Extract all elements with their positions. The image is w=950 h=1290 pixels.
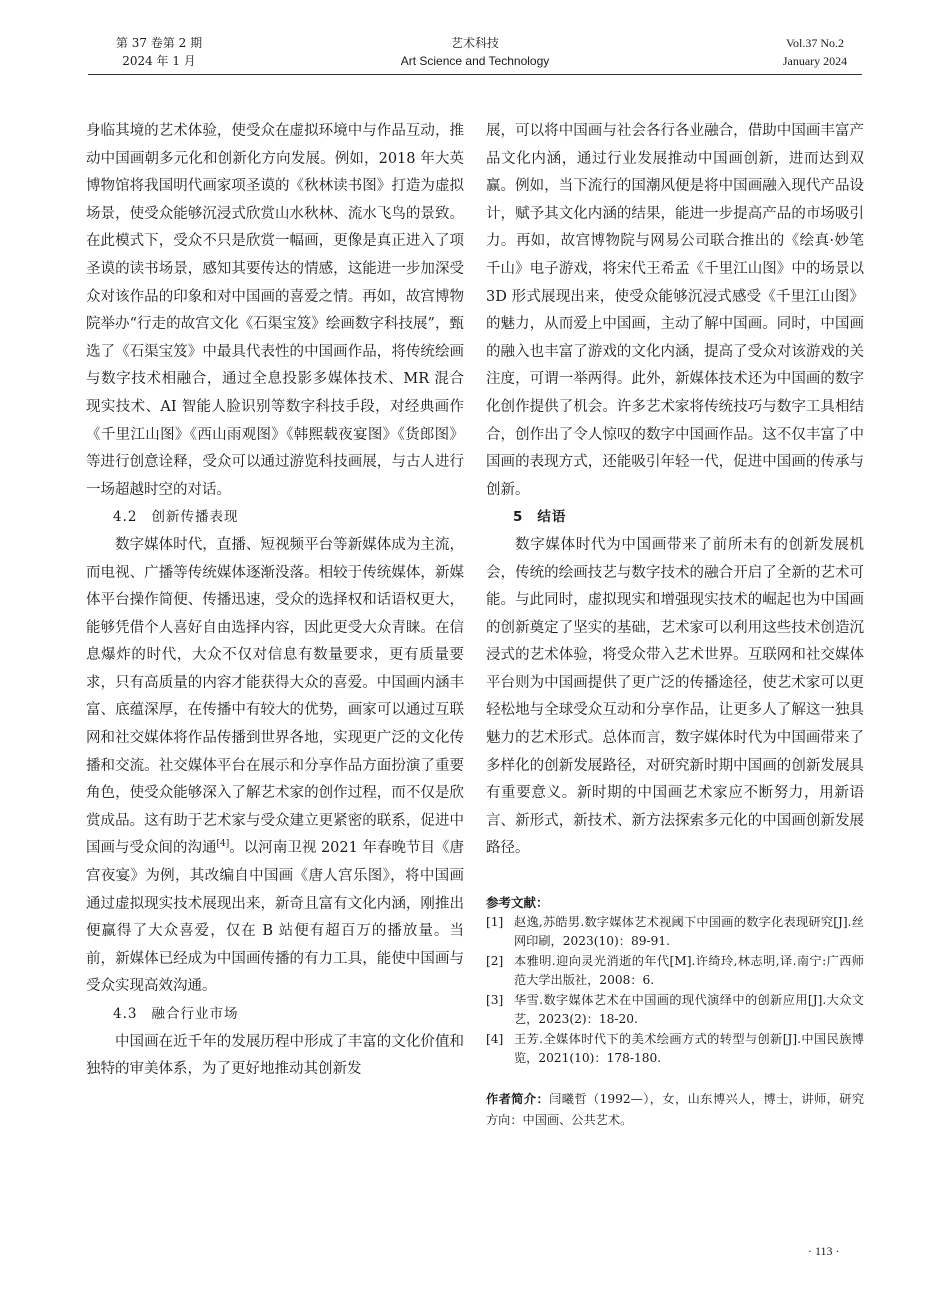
reference-item [486, 952, 864, 991]
paragraph [86, 532, 464, 1001]
journal-name-cn: 艺术科技 [450, 36, 499, 50]
page-header [0, 0, 950, 84]
reference-number: [4] [486, 1031, 504, 1046]
section-title: 创新传播表现 [151, 509, 239, 526]
paragraph: 展，可以将中国画与社会各行各业融合，借助中国画丰富产品文化内涵，通过行业发展推动中国画创新，进而达到双赢。例如，当下流行的国潮风便是将中国画融入现代产品设计，赋予其文化内涵的结果，能进一步提高产品的市场吸引力。再如，故宫博物院与网易公司联合推出的《绘真·妙笔千山》电子游戏，将宋代王希孟《千里江山图》中的场景以 3D 形式展现出来，使受众能够沉浸式感受《千里江山图》的魅力，从而爱上中国画，主动了解中国画。同时，中国画的融入也丰富了游戏的文化内涵，提高了受众对该游戏的关注度，可谓一举两得。此外，新媒体技术还为中国画的数字化创作提供了机会。许多艺术家将传统技巧与数字工具相结合，创作出了令人惊叹的数字中国画作品。这不仅丰富了中国画的表现方式，还能吸引年轻一代，促进中国画的传承与创新。 [486, 123, 864, 498]
paragraph: 身临其境的艺术体验，使受众在虚拟环境中与作品互动，推动中国画朝多元化和创新化方向发展。例如，2018 年大英博物馆将我国明代画家项圣谟的《秋林读书图》打造为虚拟场景，使受众能够沉浸式欣赏山水秋林、流水飞鸟的景致。在此模式下，受众不只是欣赏一幅画，更像是真正进入了项圣谟的读书场景，感知其要传达的情感，这能进一步加深受众对该作品的印象和对中国画的喜爱之情。再如，故宫博物院举办“行走的故宫文化《石渠宝笈》绘画数字科技展”，甄选了《石渠宝笈》中最具代表性的中国画作品，将传统绘画与数字技术相融合，通过全息投影多媒体技术、MR 混合现实技术、AI 智能人脸识别等数字科技手段，对经典画作《千里江山图》《西山雨观图》《韩熙载夜宴图》《货郎图》等进行创意诠释，受众可以通过游览科技画展，与古人进行一场超越时空的对话。 [86, 123, 464, 498]
reference-number: [2] [486, 953, 504, 968]
header-issue-en [760, 34, 870, 70]
page-number: · 113 · [808, 1244, 840, 1258]
section-heading-5 [486, 504, 864, 532]
author-bio-text: 闫曦哲（1992—），女，山东博兴人，博士，讲师，研究方向：中国画、公共艺术。 [486, 1091, 865, 1127]
header-journal [375, 34, 575, 70]
reference-text: 华雪.数字媒体艺术在中国画的现代演绎中的创新应用[J].大众文艺，2023(2)：18-20. [514, 992, 864, 1027]
header-issue [104, 34, 214, 70]
paragraph-text: 。以河南卫视 2021 年春晚节目《唐宫夜宴》为例，其改编自中国画《唐人宫乐图》，将中国画通过虚拟现实技术展现出来，新奇且富有文化内涵，刚推出便赢得了大众喜爱，仅在 B 站便有超百万的播放量。当前，新媒体已经成为中国画传播的有力工具，能使中国画与受众实现高效沟通。 [86, 840, 464, 995]
citation: [4] [216, 839, 230, 850]
reference-number: [3] [486, 992, 504, 1007]
header-volume: 第 37 卷第 2 期 [115, 36, 203, 50]
header-vol-en: Vol.37 No.2 [785, 36, 845, 50]
reference-text: 本雅明.迎向灵光消逝的年代[M].许绮玲,林志明,译.南宁:广西师范大学出版社，2008：6. [514, 953, 864, 988]
author-bio-label: 作者简介： [486, 1091, 550, 1106]
reference-text: 王芳.全媒体时代下的美术绘画方式的转型与创新[J].中国民族博览，2021(10)：178-180. [514, 1031, 864, 1066]
section-title: 融合行业市场 [151, 1006, 239, 1022]
header-date-cn: 2024 年 1 月 [122, 54, 196, 68]
paragraph-text: 数字媒体时代，直播、短视频平台等新媒体成为主流，而电视、广播等传统媒体逐渐没落。相较于传统媒体，新媒体平台操作简便、传播迅速，受众的选择权和话语权更大，能够凭借个人喜好自由选择内容，因此更受大众青睐。在信息爆炸的时代，大众不仅对信息有数量要求，更有质量要求，只有高质量的内容才能获得大众的喜爱。中国画内涵丰富、底蕴深厚，在传播中有较大的优势，画家可以通过互联网和社交媒体将作品传播到世界各地，实现更广泛的文化传播和交流。社交媒体平台在展示和分享作品方面扮演了重要角色，使受众能够深入了解艺术家的创作过程，而不仅是欣赏成品。这有助于艺术家与受众建立更紧密的联系，促进中国画与受众间的沟通 [86, 536, 464, 857]
reference-text: 赵逸,苏皓男.数字媒体艺术视阈下中国画的数字化表现研究[J].丝网印刷，2023(10)：89-91. [514, 914, 864, 949]
header-date-en: January 2024 [782, 54, 848, 68]
section-number: 4.3 [113, 1006, 138, 1022]
reference-item [486, 991, 864, 1030]
paragraph: 中国画在近千年的发展历程中形成了丰富的文化价值和独特的审美体系，为了更好地推动其创新发 [86, 1033, 464, 1078]
section-heading-4-2 [86, 504, 464, 532]
section-heading-4-3 [86, 1001, 464, 1029]
right-column [486, 118, 864, 1131]
reference-item [486, 913, 864, 952]
section-title: 结语 [537, 509, 567, 526]
author-bio [486, 1089, 864, 1131]
journal-name-en: Art Science and Technology [400, 54, 550, 68]
paragraph: 数字媒体时代为中国画带来了前所未有的创新发展机会，传统的绘画技艺与数字技术的融合开启了全新的艺术可能。与此同时，虚拟现实和增强现实技术的崛起也为中国画的创新奠定了坚实的基础，艺术家可以利用这些技术创造沉浸式的艺术体验，将受众带入艺术世界。互联网和社交媒体平台则为中国画提供了更广泛的传播途径，使艺术家可以更轻松地与全球受众互动和分享作品，让更多人了解这一独具魅力的艺术形式。总体而言，数字媒体时代为中国画带来了多样化的创新发展路径，对研究新时期中国画的创新发展具有重要意义。新时期的中国画艺术家应不断努力，用新语言、新形式，新技术、新方法探索多元化的中国画创新发展路径。 [486, 536, 864, 857]
header-rule [88, 74, 862, 75]
references [486, 893, 864, 1069]
reference-number: [1] [486, 914, 504, 929]
left-column [86, 118, 464, 1084]
section-number: 4.2 [113, 509, 138, 526]
references-title: 参考文献： [486, 895, 549, 911]
section-number: 5 [513, 509, 524, 526]
reference-item [486, 1030, 864, 1069]
